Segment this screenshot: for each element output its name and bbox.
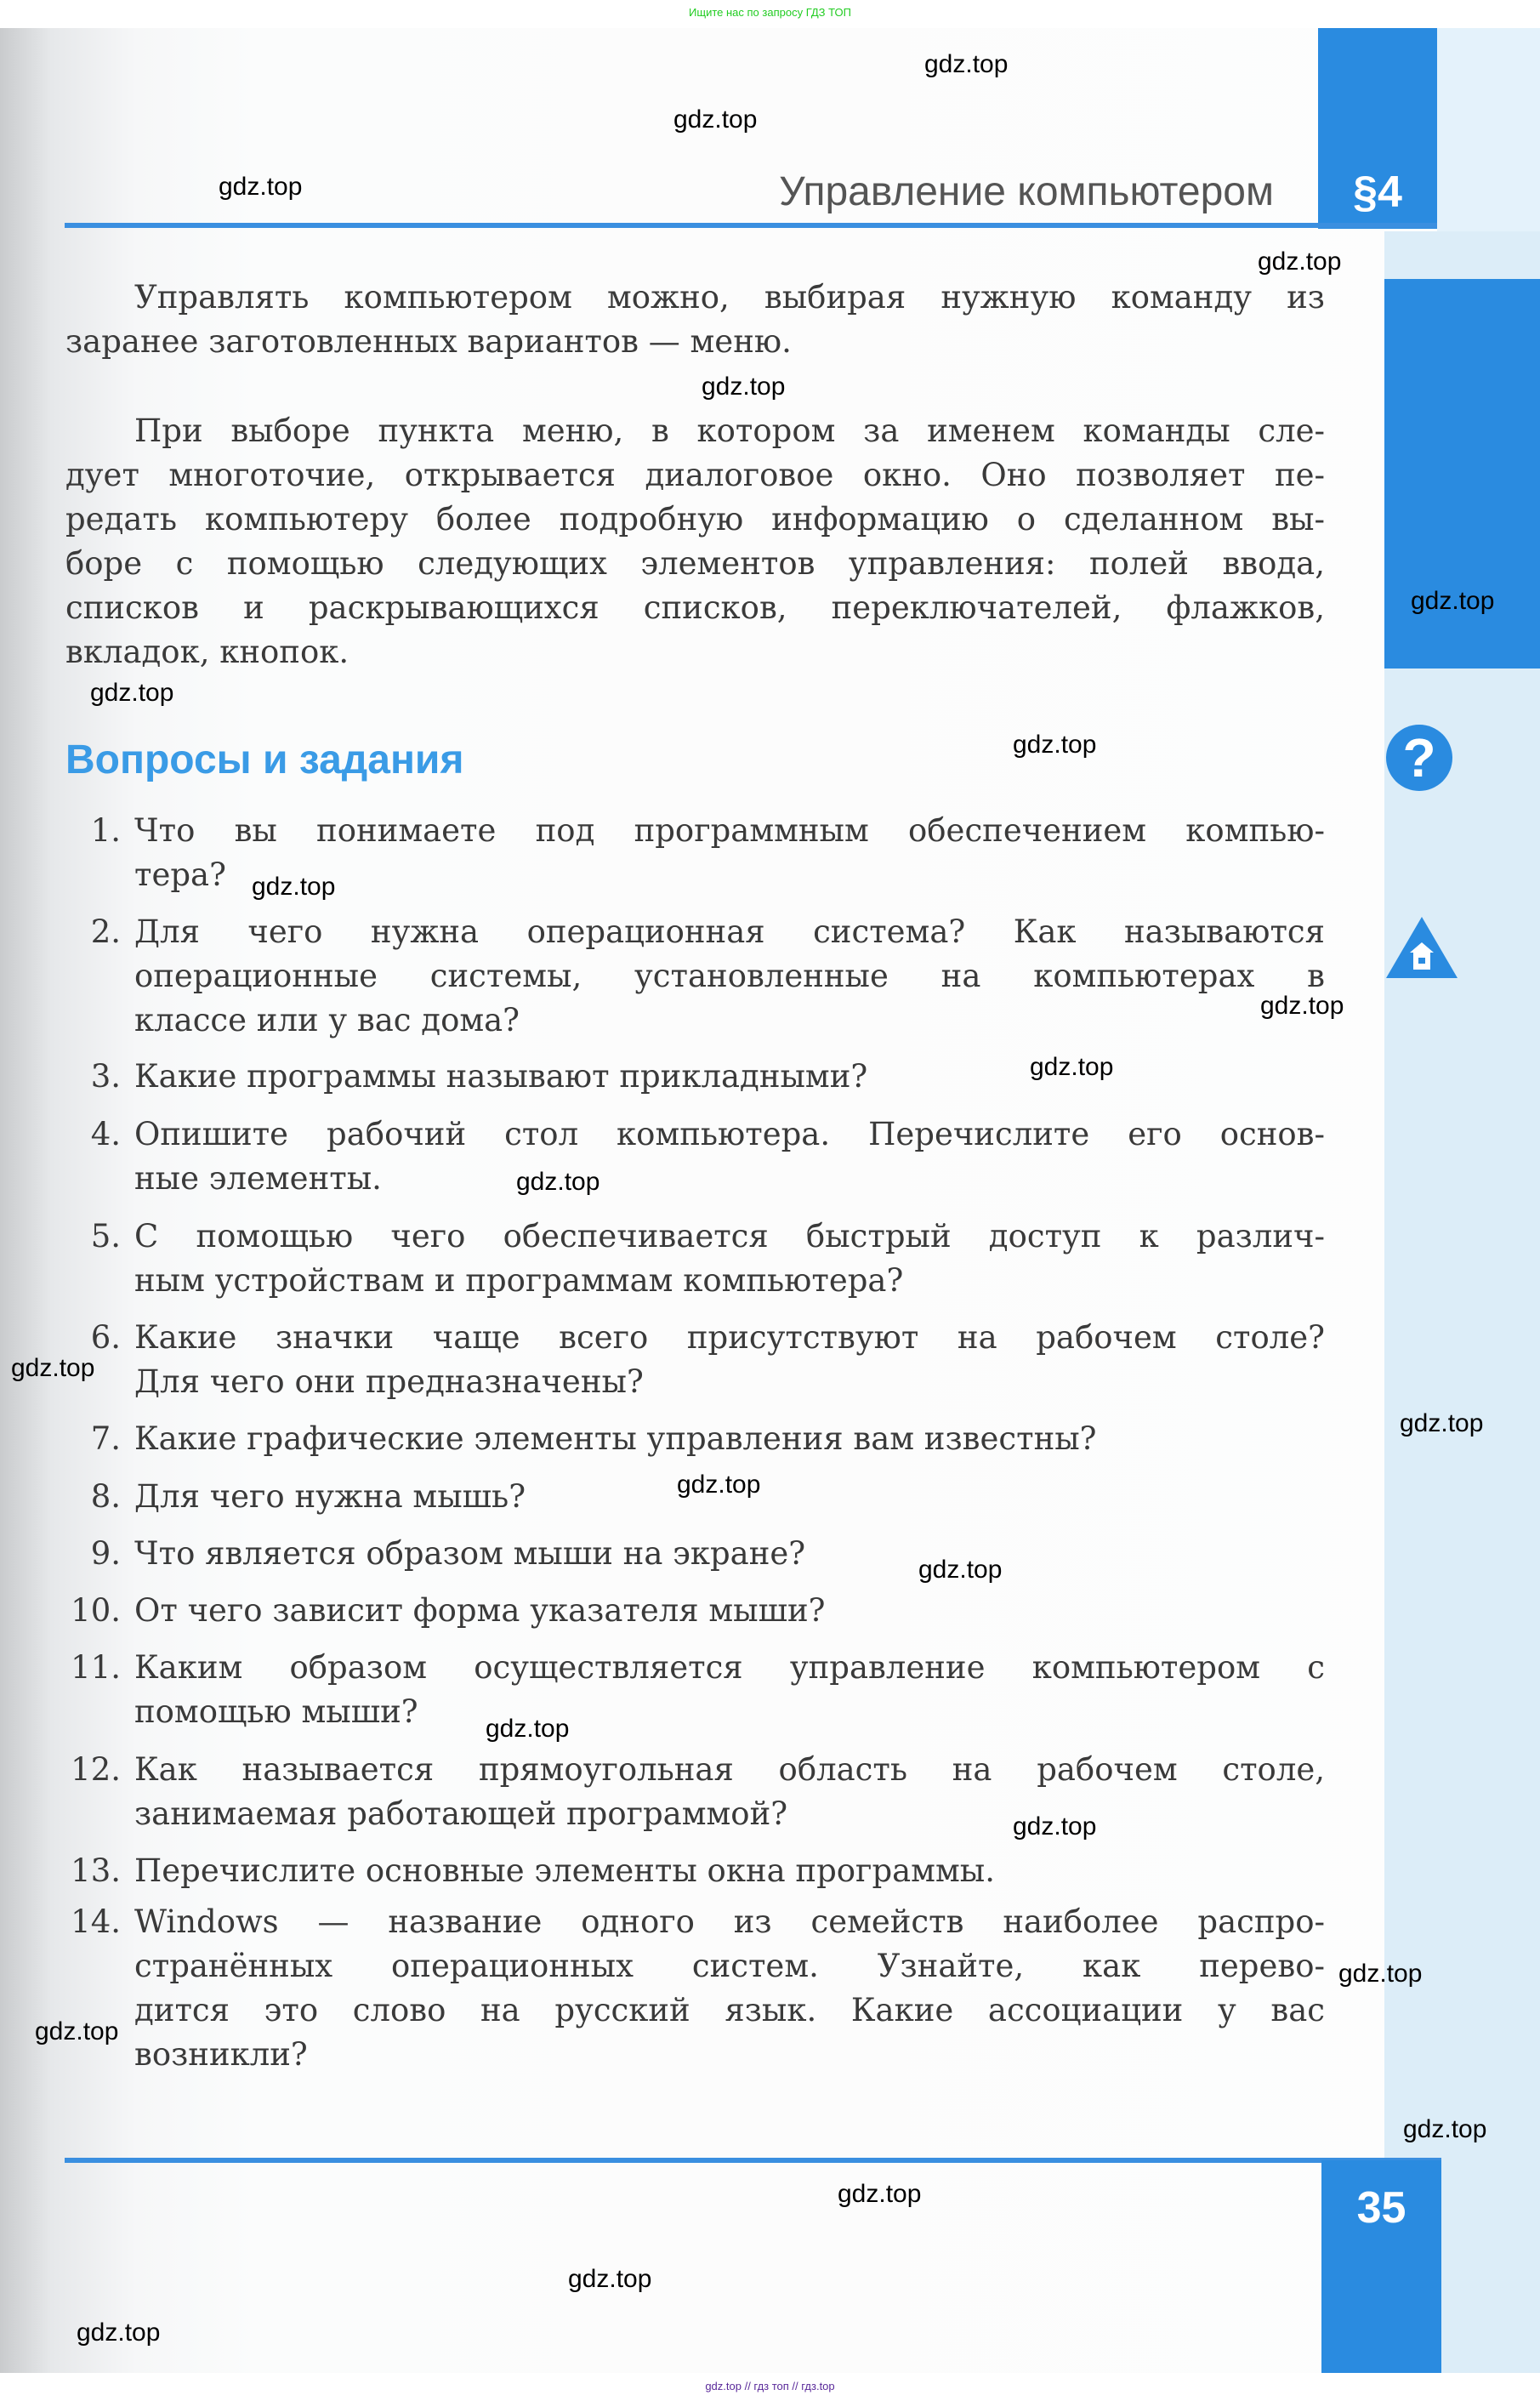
question-text-line: Для чего они предназначены? [134,1363,644,1400]
question-number: 6. [90,1319,121,1356]
watermark: gdz.top [918,1556,1003,1584]
paragraph-line: Управлять компьютером можно, выбирая нужную команду из [134,279,1325,316]
watermark: gdz.top [1258,247,1342,276]
question-number: 12. [71,1751,121,1788]
question-text-line: Для чего нужна мышь? [134,1478,526,1515]
watermark: gdz.top [924,50,1009,78]
question-text-line: дится это слово на русский язык. Какие ассоциации у вас [134,1992,1325,2028]
question-text-line: возникли? [134,2036,308,2073]
watermark: gdz.top [673,105,758,134]
question-number: 14. [71,1903,121,1940]
question-text-line: Каким образом осуществляется управление компьютером с [134,1649,1325,1686]
question-text-line: Опишите рабочий стол компьютера. Перечислите его основ- [134,1116,1325,1152]
question-text-line: Для чего нужна операционная система? Как называются [134,913,1325,950]
paragraph-line: вкладок, кнопок. [65,634,349,670]
question-text-line: ным устройствам и программам компьютера? [134,1262,904,1299]
paragraph-line: списков и раскрывающихся списков, переключателей, флажков, [65,589,1325,626]
question-number: 7. [90,1420,121,1457]
footer-rule [65,2158,1441,2163]
watermark: gdz.top [568,2265,652,2293]
watermark: gdz.top [838,2180,922,2208]
paragraph-line: боре с помощью следующих элементов управления: полей ввода, [65,545,1325,582]
banner-text: Ищите нас по запросу ГДЗ ТОП [689,6,851,19]
page-title: Управление компьютером [779,169,1274,214]
watermark: gdz.top [219,173,303,201]
question-number: 2. [90,913,121,950]
question-text-line: странённых операционных систем. Узнайте, как перево- [134,1948,1325,1984]
question-text-line: ные элементы. [134,1160,382,1197]
watermark: gdz.top [1030,1053,1114,1081]
question-number: 4. [90,1116,121,1152]
question-text-line: Перечислите основные элементы окна программы. [134,1852,995,1889]
watermark: gdz.top [1400,1409,1484,1437]
question-number: 3. [90,1058,121,1095]
section-number: §4 [1353,168,1402,217]
watermark: gdz.top [702,373,786,401]
question-circle-icon: ? [1386,725,1452,791]
page-number: 35 [1356,2183,1406,2233]
question-text-line: классе или у вас дома? [134,1002,520,1038]
questions-heading: Вопросы и задания [65,737,464,782]
paragraph-line: заранее заготовленных вариантов — меню. [65,323,792,360]
watermark: gdz.top [486,1715,570,1743]
watermark: gdz.top [77,2319,161,2347]
watermark: gdz.top [1013,1812,1097,1841]
watermark: gdz.top [11,1354,95,1382]
watermark: gdz.top [1411,587,1495,615]
watermark: gdz.top [1338,1960,1423,1988]
watermark: gdz.top [35,2017,119,2045]
watermark: gdz.top [516,1168,600,1196]
question-number: 1. [90,812,121,849]
paragraph-line: При выборе пункта меню, в котором за именем команды сле- [134,412,1325,449]
top-banner [0,0,1540,28]
question-text-line: Что является образом мыши на экране? [134,1535,806,1572]
question-number: 8. [90,1478,121,1515]
watermark: gdz.top [90,679,174,707]
header-rule [65,223,1437,228]
paragraph-line: дует многоточие, открывается диалоговое окно. Оно позволяет пе- [65,457,1325,493]
question-text-line: тера? [134,856,226,893]
question-text-line: занимаемая работающей программой? [134,1795,788,1832]
question-text-line: Что вы понимаете под программным обеспечением компью- [134,812,1325,849]
home-triangle-icon [1386,917,1458,978]
question-text-line: помощью мыши? [134,1693,418,1730]
question-text-line: От чего зависит форма указателя мыши? [134,1592,826,1629]
question-text-line: Какие значки чаще всего присутствуют на рабочем столе? [134,1319,1325,1356]
question-number: 5. [90,1218,121,1255]
question-text-line: Какие графические элементы управления вам известны? [134,1420,1097,1457]
question-number: 13. [71,1852,121,1889]
question-text-line: операционные системы, установленные на компьютерах в [134,958,1325,994]
paragraph-line: редать компьютеру более подробную информацию о сделанном вы- [65,501,1325,538]
watermark: gdz.top [1403,2115,1487,2143]
question-number: 10. [71,1592,121,1629]
watermark: gdz.top [1013,731,1097,759]
question-text-line: С помощью чего обеспечивается быстрый доступ к различ- [134,1218,1325,1255]
question-text-line: Как называется прямоугольная область на рабочем столе, [134,1751,1325,1788]
question-text-line: Какие программы называют прикладными? [134,1058,868,1095]
question-number: 9. [90,1535,121,1572]
watermark: gdz.top [1260,992,1344,1020]
question-text-line: Windows — название одного из семейств наиболее распро- [134,1903,1325,1940]
sidebar-strip-top [1437,28,1540,232]
watermark: gdz.top [677,1471,761,1499]
footer-text: gdz.top // гдз топ // гдз.top [705,2380,835,2392]
watermark: gdz.top [252,873,336,901]
question-number: 11. [71,1649,121,1686]
